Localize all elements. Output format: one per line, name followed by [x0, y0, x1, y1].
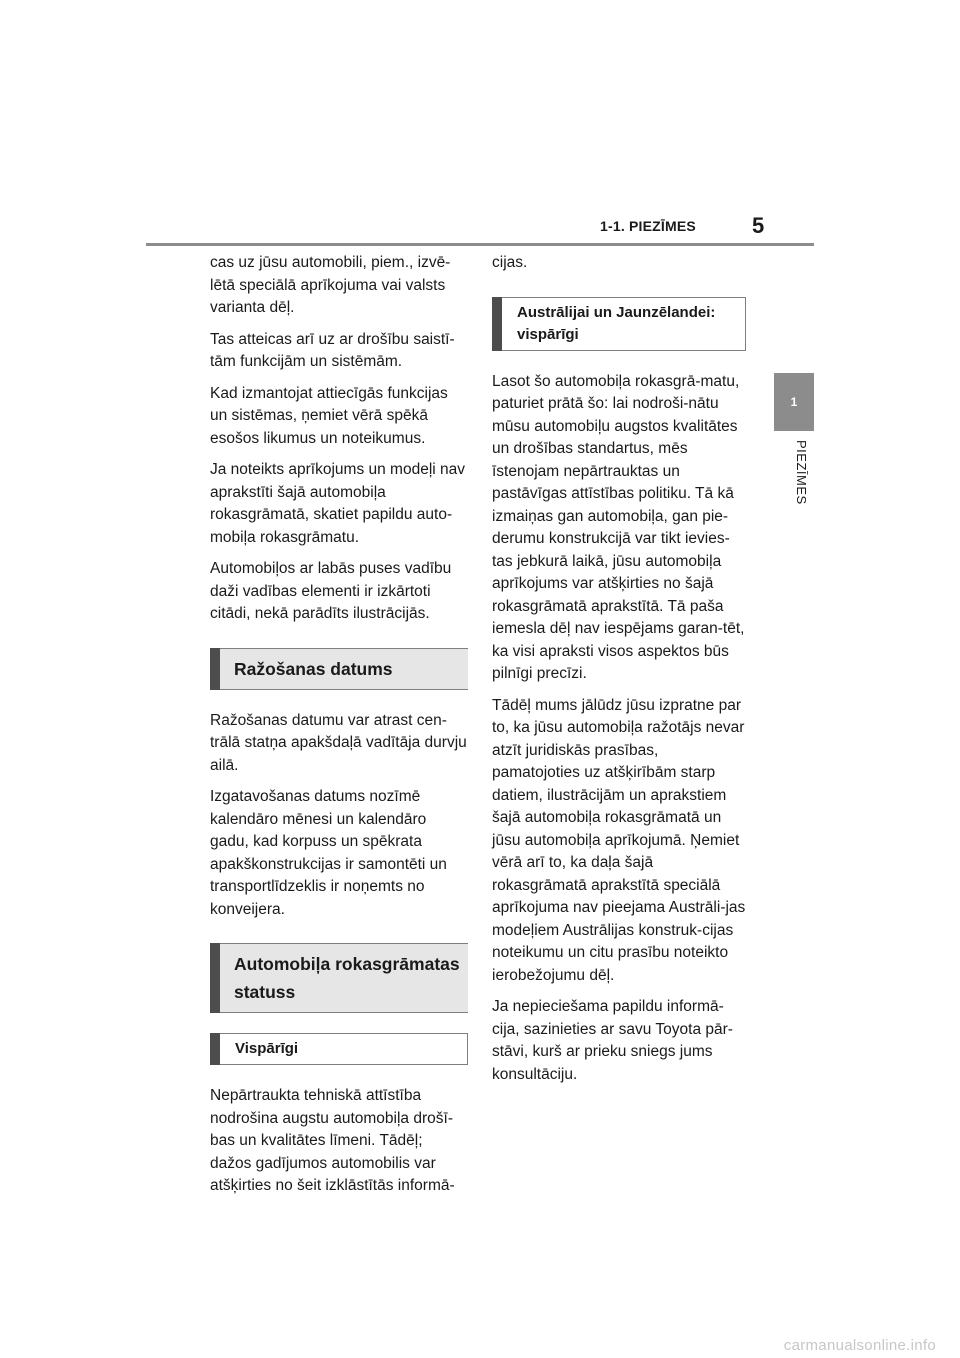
paragraph: cas uz jūsu automobili, piem., izvē-lētā speciālā aprīkojuma vai valsts varianta dēļ.	[210, 254, 451, 316]
paragraph: Lasot šo automobiļa rokasgrā-matu, paturiet prātā šo: lai nodroši-nātu mūsu automobiļu augstos kvalitātes un drošības standartus, mēs īstenojam nepārtrauktas un pastāvīgas attīstības politiku. Tā kā izmaiņas gan automobiļa, gan pie-derumu konstrukcijā var tikt ievies-tas jebkurā laikā, jūsu automobiļa aprīkojums var atšķirties no šajā rokasgrāmatā aprakstītā. Tā paša iemesla dēļ nav iespējams garan-tēt, ka visi apraksti visos aspektos būs pilnīgi precīzi.	[492, 372, 745, 682]
section-title: 1-1. PIEZĪMES	[600, 218, 696, 234]
paragraph: Ja nepieciešama papildu informā-cija, sazinieties ar savu Toyota pār-stāvi, kurš ar prieku sniegs jums konsultāciju.	[492, 998, 733, 1083]
chapter-tab	[774, 373, 814, 431]
paragraph: Ja noteikts aprīkojums un modeļi nav aprakstīti šajā automobiļa rokasgrāmatā, skatiet papildu auto-mobiļa rokasgrāmatu.	[210, 461, 466, 546]
subheading-text: Vispārīgi	[235, 1040, 299, 1057]
footer-watermark: carmanualsonline.info	[783, 1337, 936, 1354]
subheading-general	[210, 1033, 468, 1065]
header-rule	[146, 243, 814, 246]
paragraph: Nepārtraukta tehniskā attīstība nodrošina augstu automobiļa drošī-bas un kvalitātes līmeni. Tādēļ; dažos gadījumos automobilis var atšķirties no šeit izklāstītās informā-	[210, 1087, 455, 1194]
heading-manual-status	[210, 943, 468, 1013]
subheading-au-nz	[492, 297, 746, 351]
paragraph: cijas.	[492, 254, 528, 271]
left-column	[210, 252, 468, 1207]
chapter-label: PIEZĪMES	[794, 440, 809, 505]
heading-production-date	[210, 648, 468, 690]
heading-text: Automobiļa rokasgrāmatas statuss	[234, 954, 460, 1002]
chapter-number: 1	[790, 395, 798, 409]
paragraph: Automobiļos ar labās puses vadību daži vadības elementi ir izkārtoti citādi, nekā parādīts ilustrācijās.	[210, 560, 452, 622]
paragraph: Tādēļ mums jālūdz jūsu izpratne par to, ka jūsu automobiļa ražotājs nevar atzīt juridiskās prasības, pamatojoties uz atšķirībām starp datiem, ilustrācijām un aprakstiem šajā automobiļa rokasgrāmatā un jūsu automobiļa aprīkojumā. Ņemiet vērā arī to, ka daļa šajā rokasgrāmatā aprakstītā speciālā aprīkojuma nav pieejama Austrāli-jas modeļiem Austrālijas konstruk-cijas noteikumu un citu prasību noteikto ierobežojumu dēļ.	[492, 696, 746, 984]
subheading-text: Austrālijai un Jaunzēlandei: vispārīgi	[517, 303, 716, 343]
paragraph: Tas atteicas arī uz ar drošību saistī-tām funkcijām un sistēmām.	[210, 330, 455, 370]
heading-text: Ražošanas datums	[234, 658, 393, 679]
right-column	[492, 252, 750, 1095]
page-number: 5	[752, 213, 765, 238]
paragraph: Kad izmantojat attiecīgās funkcijas un sistēmas, ņemiet vērā spēkā esošos likumus un noteikumus.	[210, 384, 448, 447]
paragraph: Izgatavošanas datums nozīmē kalendāro mēnesi un kalendāro gadu, kad korpuss un spēkrata apakškonstrukcijas ir samontēti un transportlīdzeklis ir noņemts no konveijera.	[210, 788, 447, 918]
paragraph: Ražošanas datumu var atrast cen-trālā statņa apakšdaļā vadītāja durvju ailā.	[210, 711, 467, 774]
